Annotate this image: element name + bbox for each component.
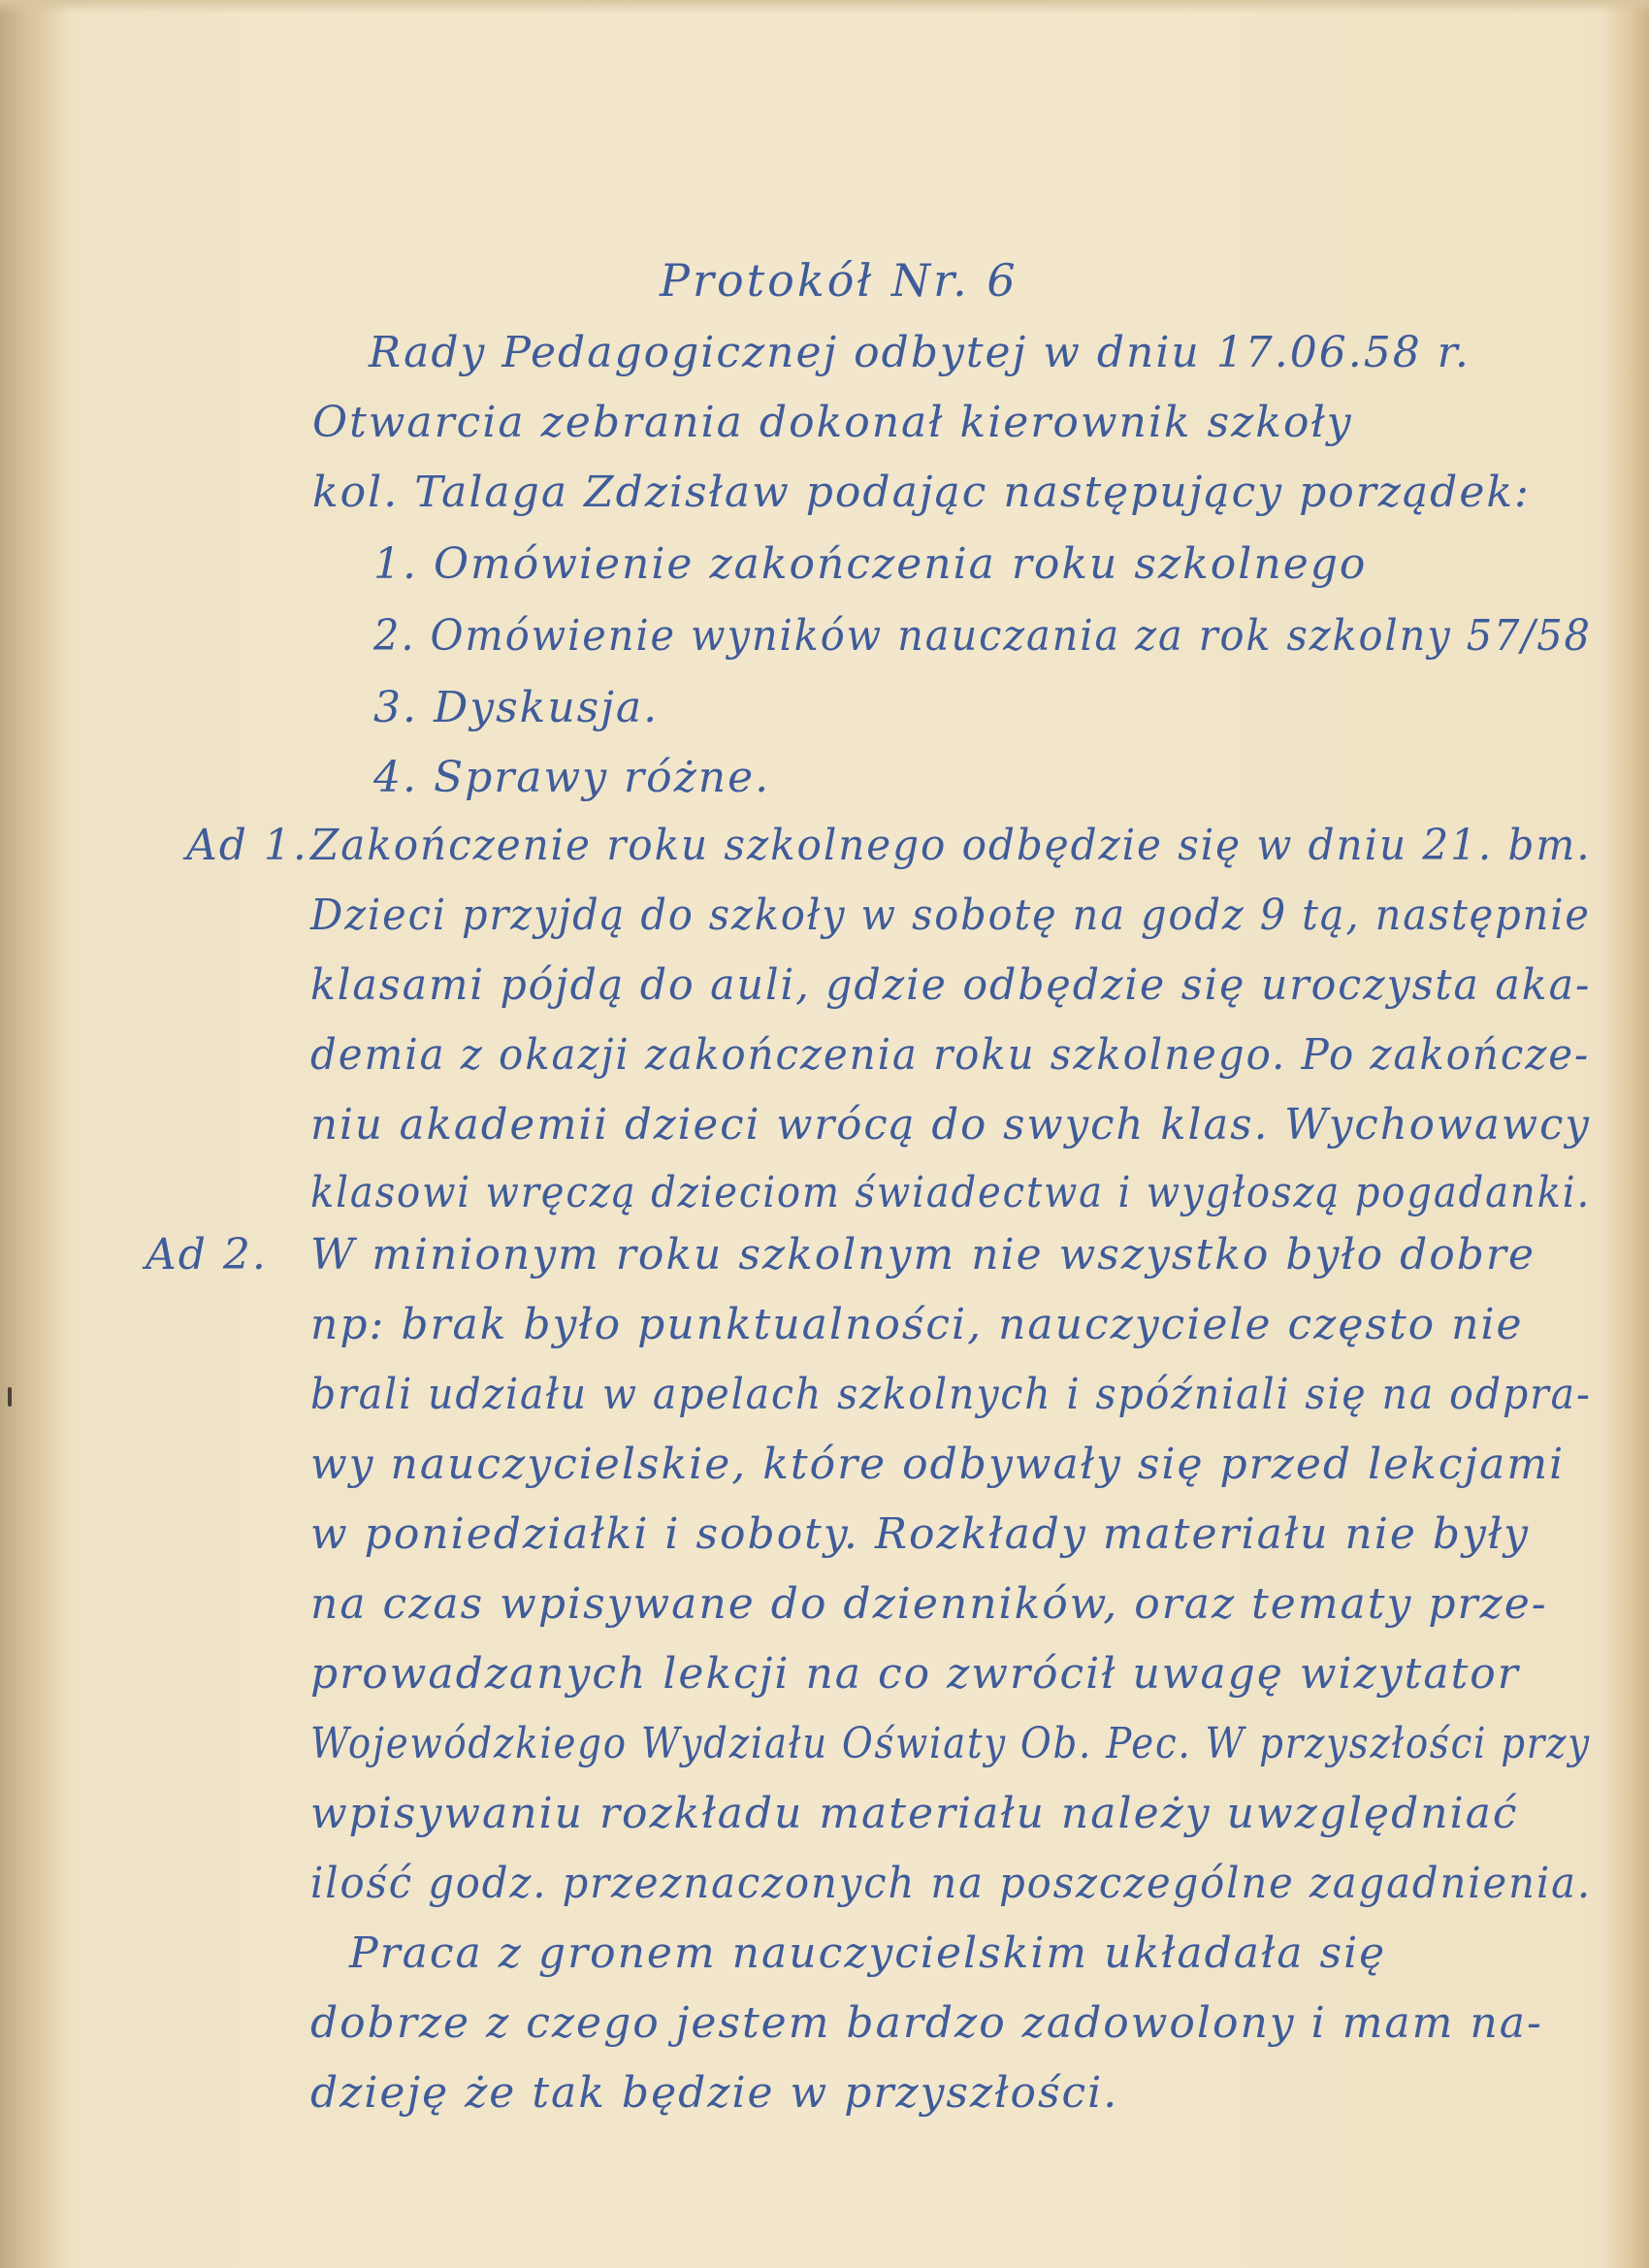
item2-line-7: prowadzanych lekcji na co zwrócił uwagę wizytator [310, 1649, 1520, 1699]
agenda-item-1: 1. Omówienie zakończenia roku szkolnego [373, 539, 1368, 589]
item2-line-11: Praca z gronem nauczycielskim układała się [349, 1928, 1387, 1978]
item2-line-5: w poniedziałki i soboty. Rozkłady materiału nie były [310, 1509, 1531, 1559]
page-top-edge [0, 0, 1649, 14]
item2-line-12: dobrze z czego jestem bardzo zadowolony i mam na- [310, 1998, 1543, 2048]
item2-line-13: dzieję że tak będzie w przyszłości. [310, 2068, 1119, 2118]
item1-line-3: klasami pójdą do auli, gdzie odbędzie się uroczysta aka- [310, 960, 1592, 1010]
agenda-item-2: 2. Omówienie wyników nauczania za rok szkolny 57/58 [373, 611, 1592, 661]
intro-line-1: Rady Pedagogicznej odbytej w dniu 17.06.58 r. [369, 328, 1471, 377]
document-title: Protokół Nr. 6 [660, 254, 1018, 307]
item2-line-4: wy nauczycielskie, które odbywały się przed lekcjami [310, 1440, 1566, 1489]
item1-line-4: demia z okazji zakończenia roku szkolnego. Po zakończe- [310, 1030, 1591, 1080]
binding-shadow [0, 0, 68, 2268]
item2-line-8: Wojewódzkiego Wydziału Oświaty Ob. Pec. W przyszłości przy [310, 1719, 1591, 1768]
agenda-item-3: 3. Dyskusja. [373, 683, 660, 732]
item2-reference: Ad 2. [146, 1230, 268, 1280]
page-right-edge [1600, 0, 1649, 2268]
item2-line-6: na czas wpisywane do dzienników, oraz tematy prze- [310, 1579, 1548, 1629]
item2-line-1: W minionym roku szkolnym nie wszystko było dobre [310, 1230, 1536, 1280]
item1-line-2: Dzieci przyjdą do szkoły w sobotę na godz 9 tą, następnie [310, 891, 1591, 940]
item1-reference: Ad 1. [186, 821, 308, 870]
agenda-item-4: 4. Sprawy różne. [373, 753, 771, 802]
intro-line-3: kol. Talaga Zdzisław podając następujący porządek: [312, 468, 1531, 517]
item1-line-5: niu akademii dzieci wrócą do swych klas. Wychowawcy [310, 1100, 1591, 1150]
item1-line-6: klasowi wręczą dzieciom świadectwa i wygłoszą pogadanki. [310, 1168, 1592, 1217]
intro-line-2: Otwarcia zebrania dokonał kierownik szkoły [312, 398, 1353, 447]
item2-line-3: brali udziału w apelach szkolnych i spóźniali się na odpra- [310, 1370, 1592, 1419]
item2-line-2: np: brak było punktualności, nauczyciele często nie [310, 1300, 1524, 1349]
item2-line-9: wpisywaniu rozkładu materiału należy uwzględniać [310, 1789, 1519, 1838]
item1-line-1: Zakończenie roku szkolnego odbędzie się w dniu 21. bm. [310, 821, 1592, 870]
item2-line-10: ilość godz. przeznaczonych na poszczególne zagadnienia. [310, 1859, 1593, 1908]
binding-mark [8, 1387, 12, 1407]
